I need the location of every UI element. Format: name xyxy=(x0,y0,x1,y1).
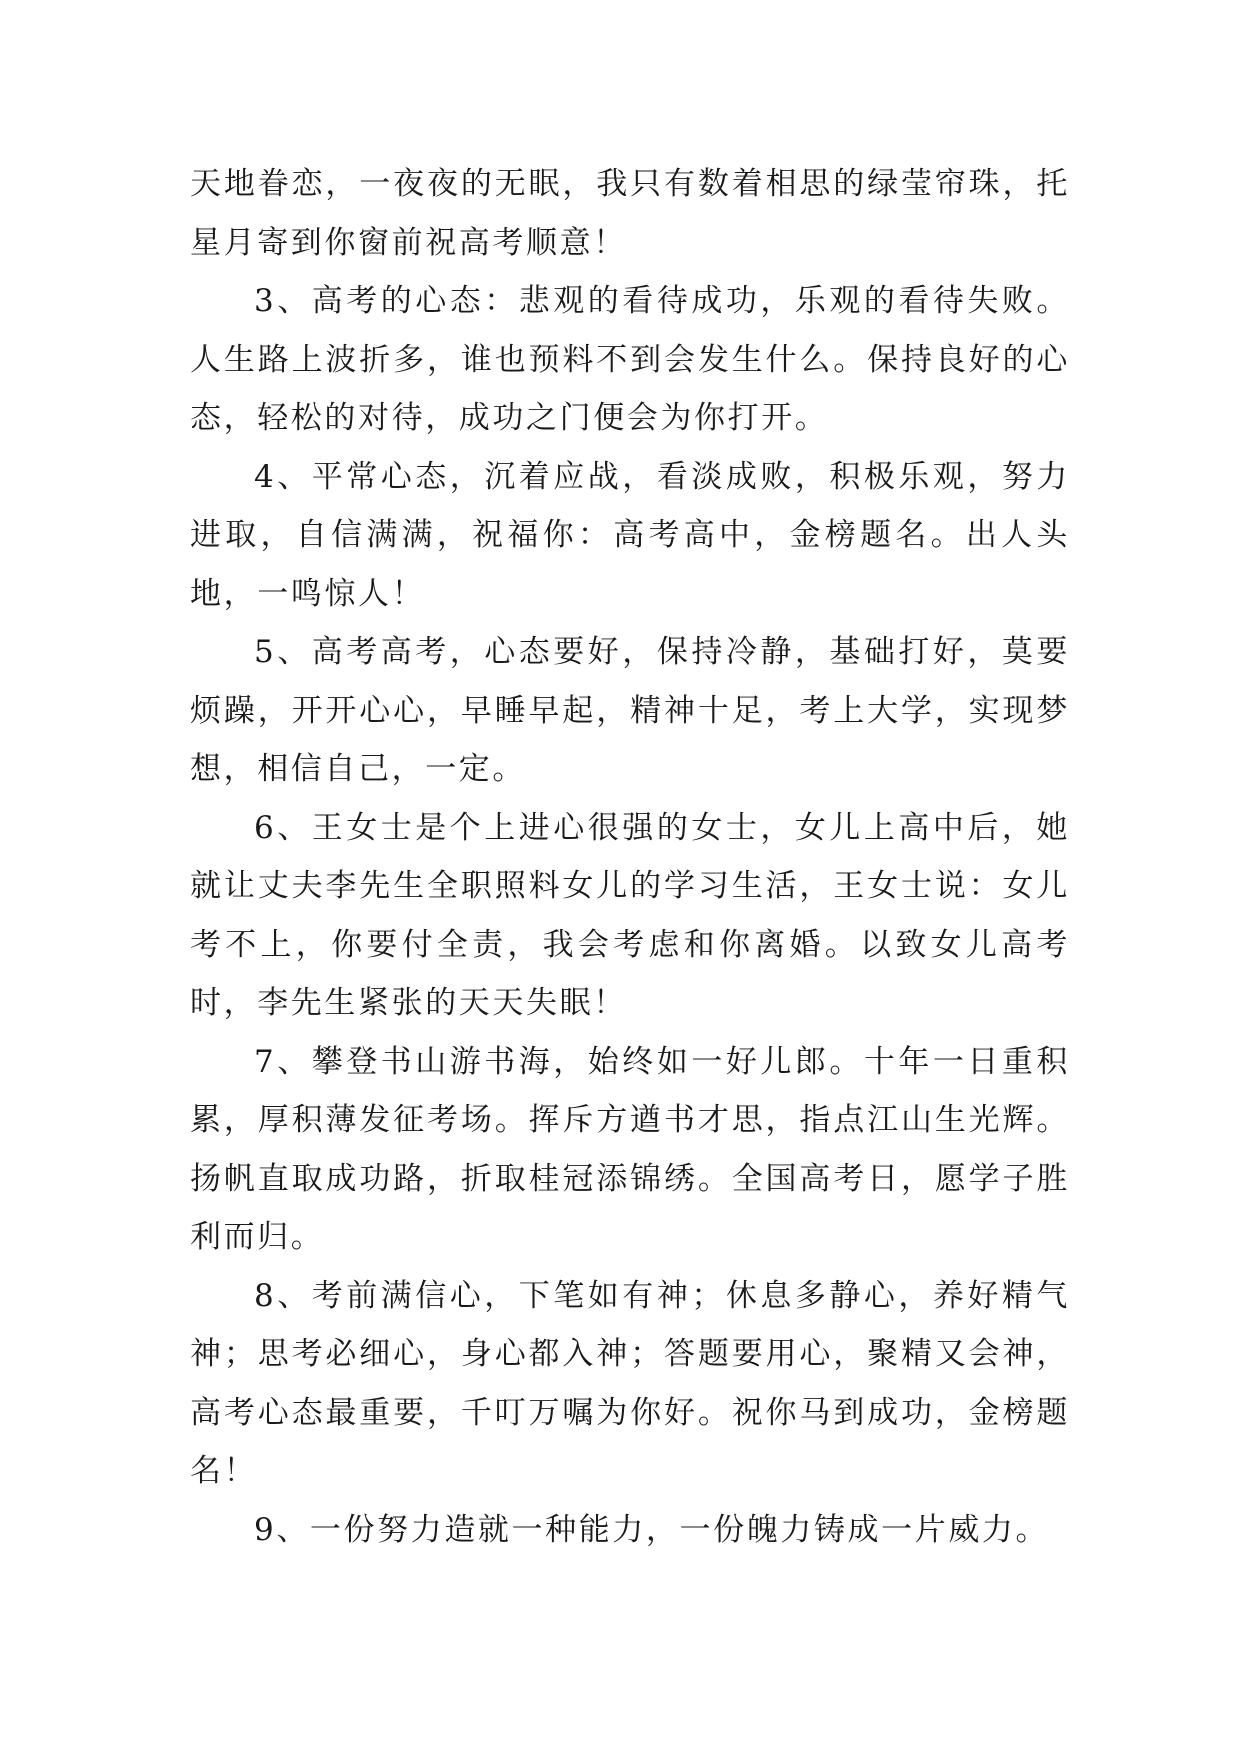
paragraph-item-9: 9、一份努力造就一种能力，一份魄力铸成一片威力。 xyxy=(254,1511,1050,1548)
document-body xyxy=(190,155,1070,1559)
paragraph-item-7: 7、攀登书山游书海，始终如一好儿郎。十年一日重积累，厚积薄发征考场。挥斥方遒书才思，指点江山生光辉。扬帆直取成功路，折取桂冠添锦绣。全国高考日，愿学子胜利而归。 xyxy=(190,1043,1070,1255)
paragraph-item-6: 6、王女士是个上进心很强的女士，女儿上高中后，她就让丈夫李先生全职照料女儿的学习生活，王女士说：女儿考不上，你要付全责，我会考虑和你离婚。以致女儿高考时，李先生紧张的天天失眠！ xyxy=(190,809,1070,1021)
paragraph-item-8: 8、考前满信心，下笔如有神；休息多静心，养好精气神；思考必细心，身心都入神；答题要用心，聚精又会神，高考心态最重要，千叮万嘱为你好。祝你马到成功，金榜题名！ xyxy=(190,1277,1070,1489)
paragraph-continuation: 天地眷恋，一夜夜的无眠，我只有数着相思的绿莹帘珠，托星月寄到你窗前祝高考顺意！ xyxy=(190,166,1070,261)
paragraph-item-5: 5、高考高考，心态要好，保持冷静，基础打好，莫要烦躁，开开心心，早睡早起，精神十足，考上大学，实现梦想，相信自己，一定。 xyxy=(190,634,1070,787)
paragraph-item-3: 3、高考的心态：悲观的看待成功，乐观的看待失败。人生路上波折多，谁也预料不到会发生什么。保持良好的心态，轻松的对待，成功之门便会为你打开。 xyxy=(190,283,1070,436)
paragraph-item-4: 4、平常心态，沉着应战，看淡成败，积极乐观，努力进取，自信满满，祝福你：高考高中，金榜题名。出人头地，一鸣惊人！ xyxy=(190,458,1070,612)
